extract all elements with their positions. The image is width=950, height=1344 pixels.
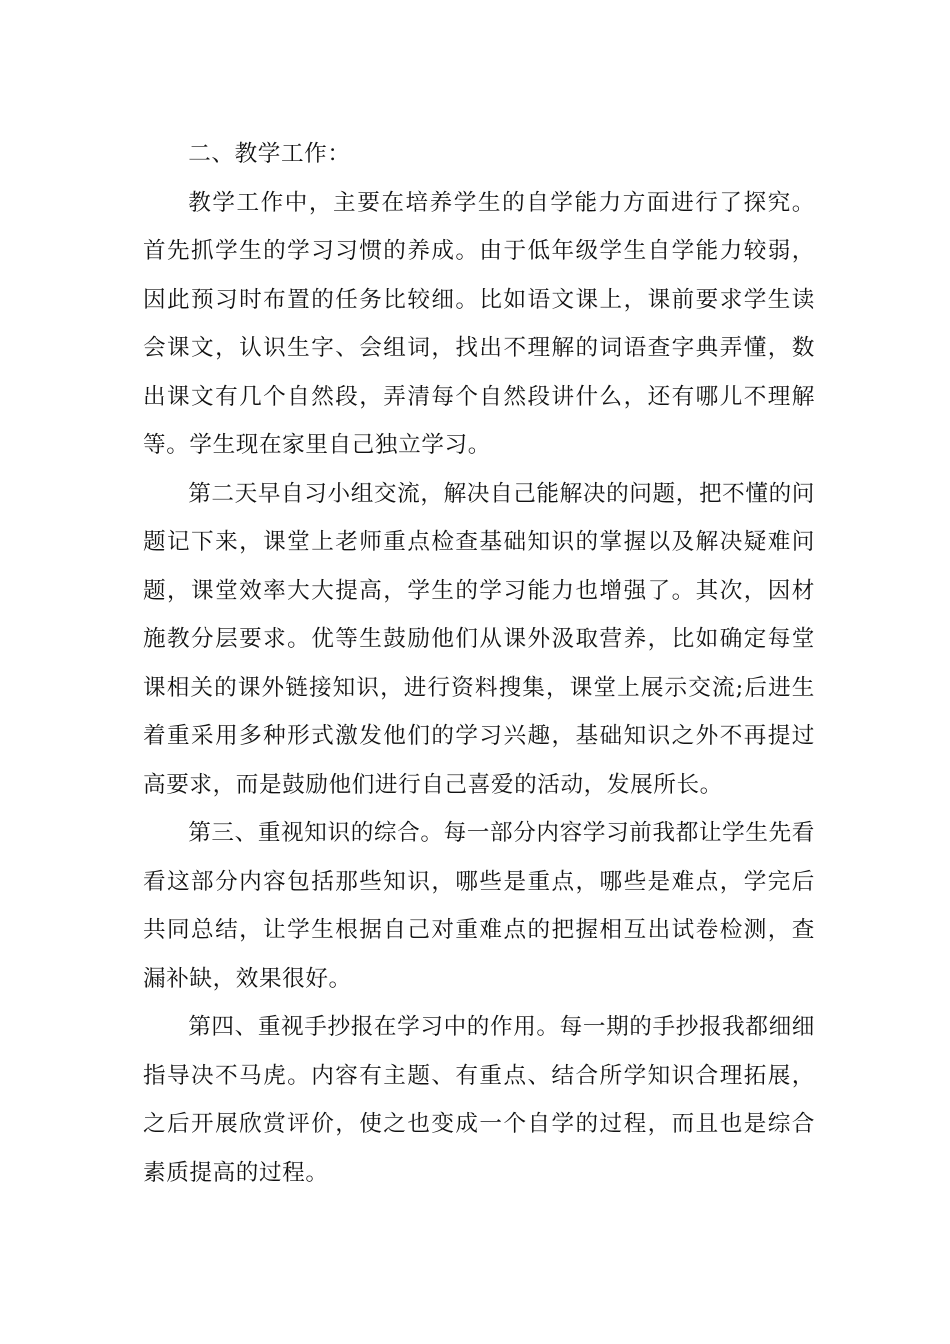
- paragraph-self-study: 教学工作中，主要在培养学生的自学能力方面进行了探究。 首先抓学生的学习习惯的养成。由于低年级学生自学能力较弱，因此预习时布置的任务比较细。比如语文课上，课前要求学生读会课文，认识生字、会组词，找出不理解的词语查字典弄懂，数出课文有几个自然段，弄清每个自然段讲什么，还有哪儿不理解等。学生现在家里自己独立学习。: [143, 189, 815, 458]
- paragraph-group-exchange: 第二天早自习小组交流，解决自己能解决的问题，把不懂的问题记下来，课堂上老师重点检查基础知识的掌握以及解决疑难问题，课堂效率大大提高，学生的学习能力也增强了。其次，因材施教分层要求。优等生鼓励他们从课外汲取营养，比如确定每堂课相关的课外链接知识，进行资料搜集，课堂上展示交流;后进生着重采用多种形式激发他们的学习兴趣，基础知识之外不再提过高要求，而是鼓励他们进行自己喜爱的活动，发展所长。: [143, 480, 815, 798]
- paragraph-handwritten-newspaper: 第四、重视手抄报在学习中的作用。每一期的手抄报我都细细指导决不马虎。内容有主题、有重点、结合所学知识合理拓展，之后开展欣赏评价，使之也变成一个自学的过程，而且也是综合素质提高的过程。: [143, 1014, 815, 1186]
- document-body: [143, 130, 815, 1197]
- section-heading: 二、教学工作：: [188, 141, 351, 167]
- paragraph-knowledge-synthesis: 第三、重视知识的综合。每一部分内容学习前我都让学生先看看这部分内容包括那些知识，哪些是重点，哪些是难点，学完后共同总结，让学生根据自己对重难点的把握相互出试卷检测，查漏补缺，效果很好。: [143, 820, 815, 992]
